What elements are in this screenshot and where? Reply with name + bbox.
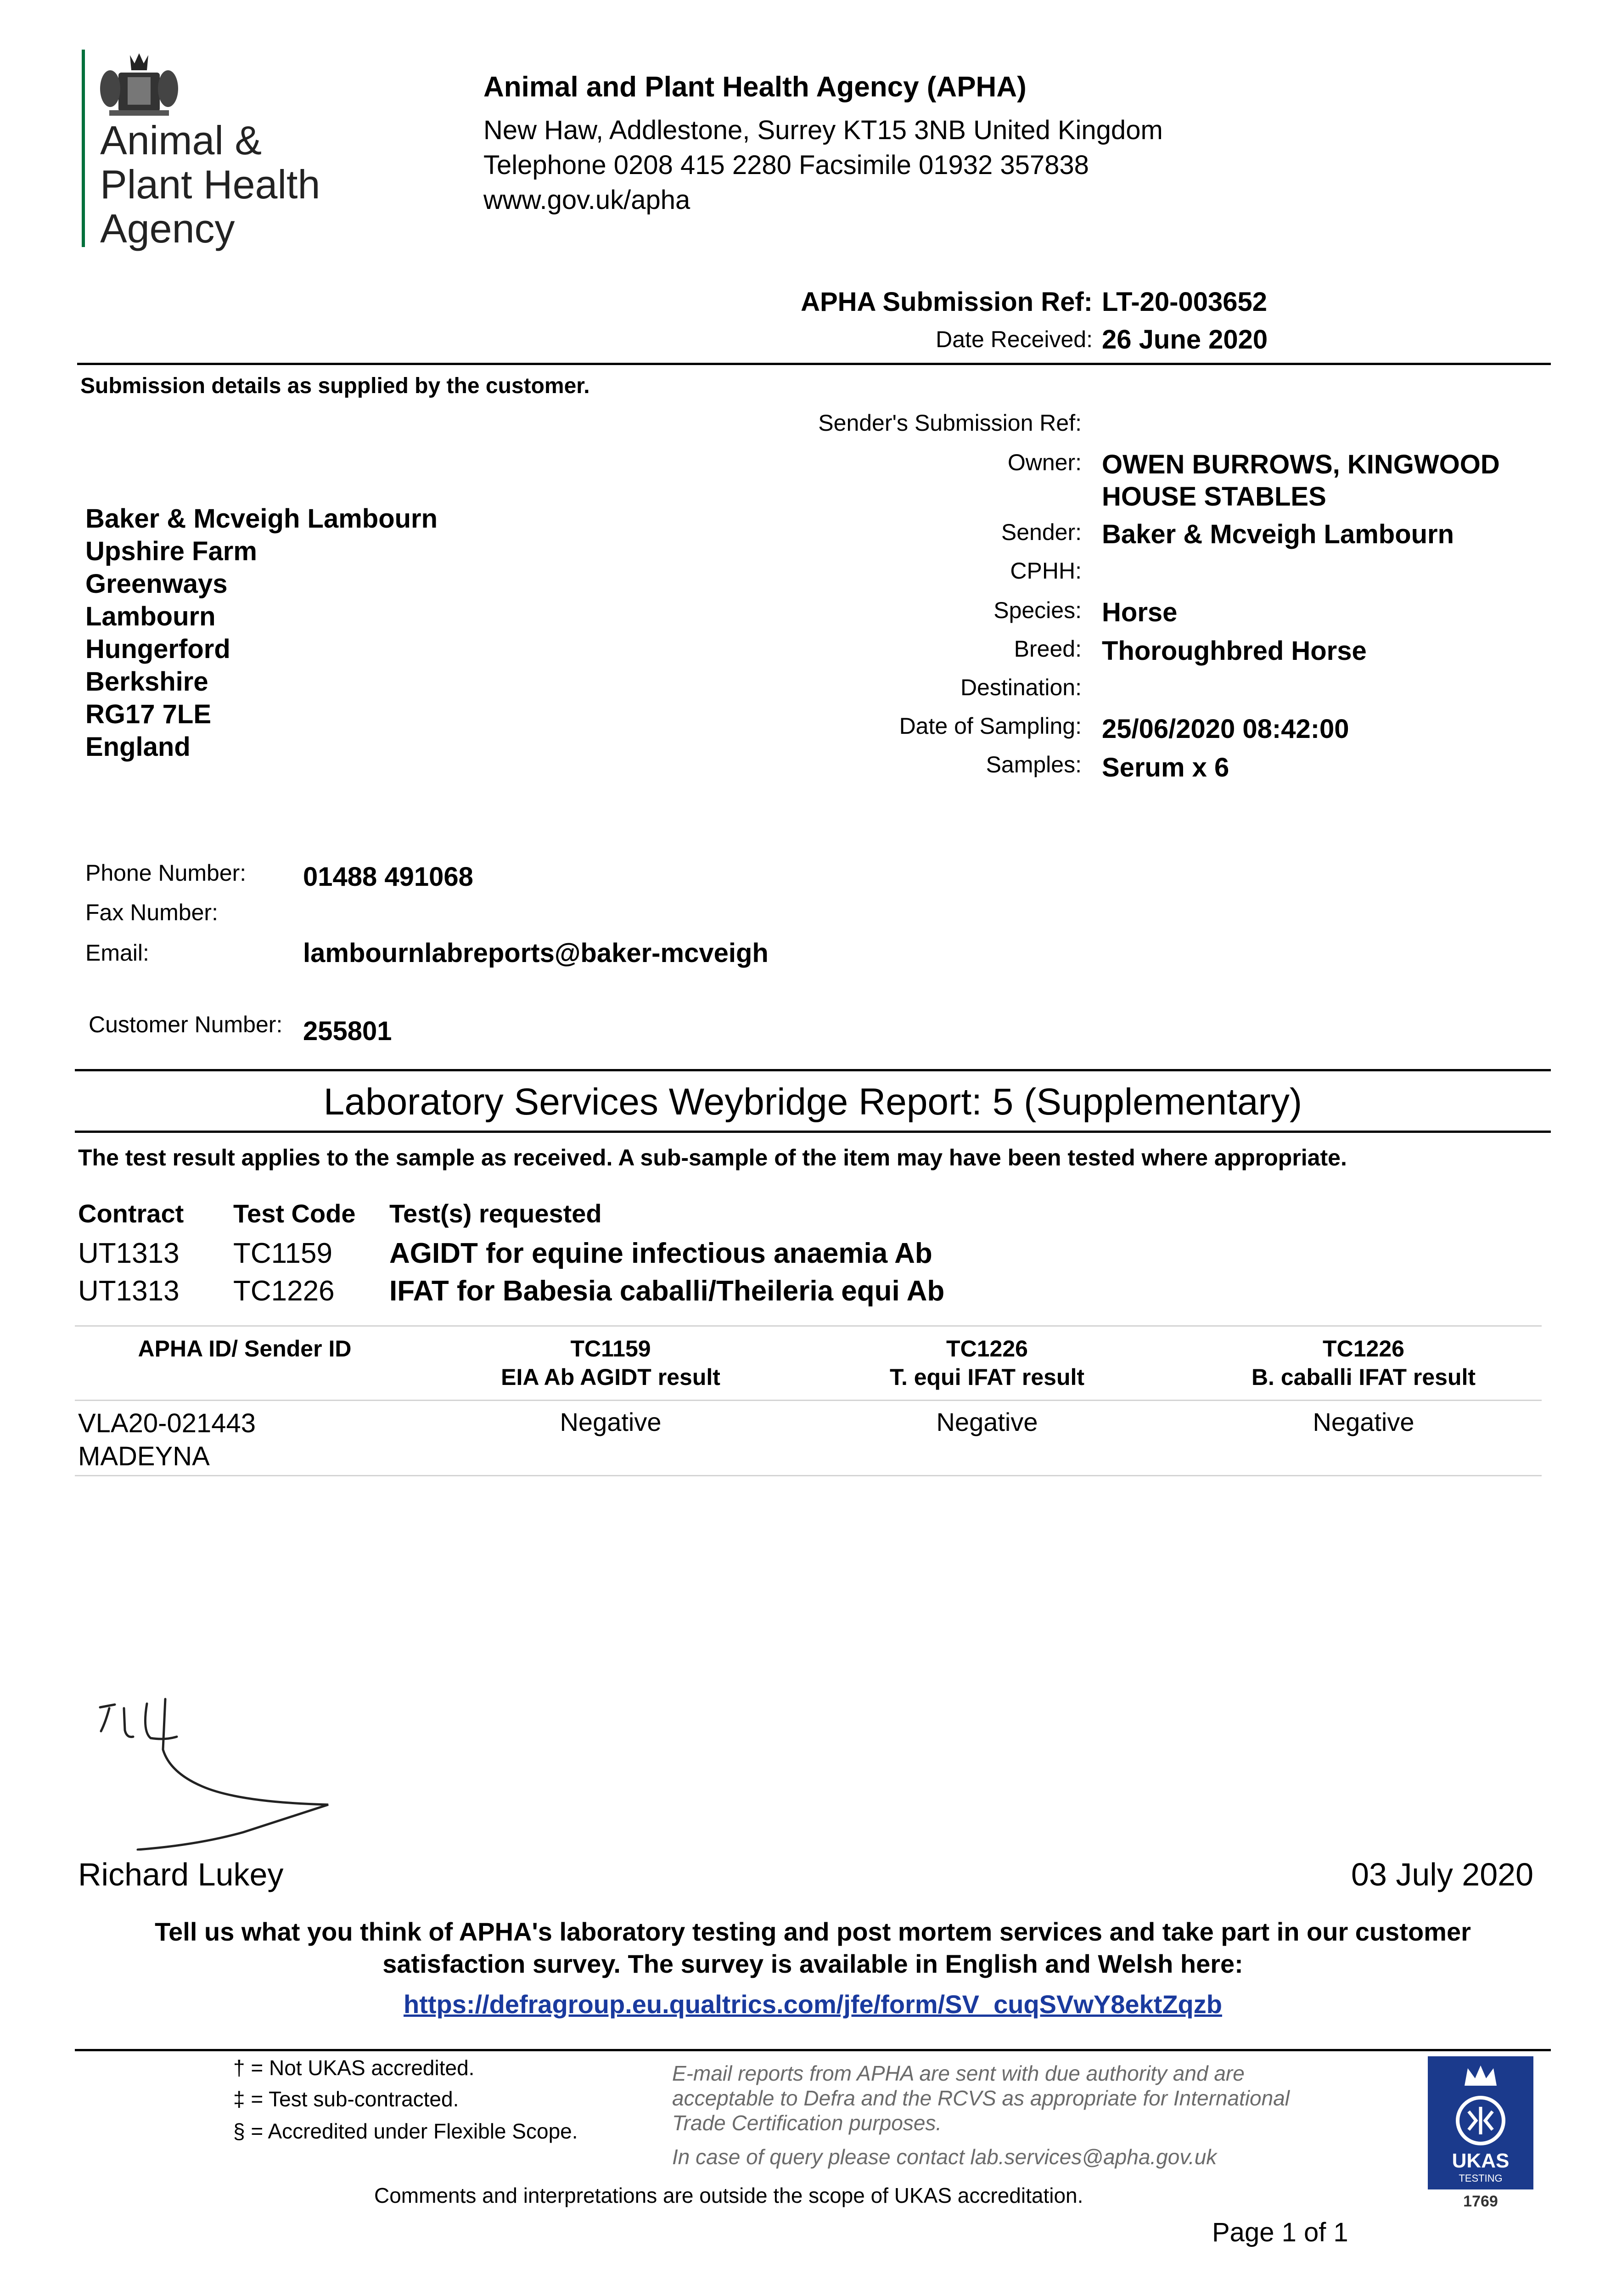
legend-sub-contracted: ‡ = Test sub-contracted. xyxy=(233,2087,459,2111)
divider xyxy=(75,2049,1551,2051)
divider xyxy=(75,1131,1551,1133)
legend-not-accredited: † = Not UKAS accredited. xyxy=(233,2056,475,2080)
col-tests-requested-header: Test(s) requested xyxy=(389,1199,602,1228)
apha-logo xyxy=(82,50,339,256)
address-line: Baker & Mcveigh Lambourn xyxy=(85,504,438,534)
address-line: Lambourn xyxy=(85,602,216,631)
result-b-caballi: Negative xyxy=(1313,1407,1414,1436)
address-line: England xyxy=(85,732,191,762)
report-title: Laboratory Services Weybridge Report: 5 (Supplementary) xyxy=(323,1081,1302,1123)
sampling-date-label: Date of Sampling: xyxy=(899,713,1082,739)
page-number: Page 1 of 1 xyxy=(1212,2217,1348,2247)
logo-text-line3: Agency xyxy=(100,206,235,251)
submission-ref-label: APHA Submission Ref: xyxy=(801,287,1093,317)
senders-ref-label: Sender's Submission Ref: xyxy=(818,410,1082,436)
email-disclaimer-line3: Trade Certification purposes. xyxy=(672,2111,942,2135)
report-note: The test result applies to the sample as received. A sub-sample of the item may have been tested where appropriate. xyxy=(78,1145,1347,1171)
table-rule xyxy=(75,1325,1542,1327)
owner-value-line1: OWEN BURROWS, KINGWOOD xyxy=(1102,450,1500,479)
sender-label: Sender: xyxy=(1001,519,1082,545)
address-line: RG17 7LE xyxy=(85,699,211,729)
agency-phones: Telephone 0208 415 2280 Facsimile 01932 357838 xyxy=(483,150,1089,180)
signature-image xyxy=(96,1694,335,1851)
fax-label: Fax Number: xyxy=(85,900,218,925)
test-contract: UT1313 xyxy=(78,1275,180,1307)
survey-link[interactable]: https://defragroup.eu.qualtrics.com/jfe/form/SV_cuqSVwY8ektZqzb xyxy=(404,1990,1222,2019)
signatory-name: Richard Lukey xyxy=(78,1857,284,1892)
breed-label: Breed: xyxy=(1014,636,1082,662)
samples-value: Serum x 6 xyxy=(1102,753,1229,782)
address-line: Berkshire xyxy=(85,667,208,697)
email-disclaimer-line2: acceptable to Defra and the RCVS as appropriate for International xyxy=(672,2086,1290,2110)
customer-number-label: Customer Number: xyxy=(89,1012,283,1037)
agency-address: New Haw, Addlestone, Surrey KT15 3NB United Kingdom xyxy=(483,115,1163,145)
ukas-logo xyxy=(1428,2056,1533,2212)
table-rule xyxy=(75,1475,1542,1476)
email-value[interactable]: lambournlabreports@baker-mcveigh xyxy=(303,938,769,968)
owner-label: Owner: xyxy=(1007,450,1082,475)
species-value: Horse xyxy=(1102,597,1178,627)
ukas-number: 1769 xyxy=(1463,2193,1498,2210)
results-col3-code: TC1226 xyxy=(946,1336,1028,1362)
ukas-scope-note: Comments and interpretations are outside the scope of UKAS accreditation. xyxy=(374,2183,1083,2207)
address-line: Greenways xyxy=(85,569,228,599)
result-eia: Negative xyxy=(560,1407,662,1436)
agency-name: Animal and Plant Health Agency (APHA) xyxy=(483,71,1027,103)
address-line: Upshire Farm xyxy=(85,536,257,566)
survey-text-line2: satisfaction survey. The survey is available in English and Welsh here: xyxy=(382,1949,1243,1978)
test-code: TC1159 xyxy=(233,1238,332,1269)
result-apha-id: VLA20-021443 xyxy=(78,1408,256,1438)
samples-label: Samples: xyxy=(986,752,1082,777)
phone-value: 01488 491068 xyxy=(303,862,473,892)
breed-value: Thoroughbred Horse xyxy=(1102,636,1367,666)
logo-text-line1: Animal & xyxy=(100,118,262,163)
divider xyxy=(77,363,1551,365)
sampling-date-value: 25/06/2020 08:42:00 xyxy=(1102,714,1349,744)
results-col4-name: B. caballi IFAT result xyxy=(1251,1364,1476,1390)
results-col-id: APHA ID/ Sender ID xyxy=(138,1336,352,1362)
results-col3-name: T. equi IFAT result xyxy=(889,1364,1085,1390)
sender-value: Baker & Mcveigh Lambourn xyxy=(1102,519,1454,549)
customer-address xyxy=(85,502,438,763)
divider xyxy=(75,1069,1551,1071)
result-t-equi: Negative xyxy=(936,1407,1038,1436)
test-name: AGIDT for equine infectious anaemia Ab xyxy=(389,1238,932,1269)
results-col4-code: TC1226 xyxy=(1323,1336,1404,1362)
cphh-label: CPHH: xyxy=(1010,558,1082,584)
destination-label: Destination: xyxy=(960,675,1082,700)
test-name: IFAT for Babesia caballi/Theileria equi Ab xyxy=(389,1275,945,1307)
submission-note: Submission details as supplied by the customer. xyxy=(80,374,590,398)
customer-number-value: 255801 xyxy=(303,1016,392,1046)
submission-ref-value: LT-20-003652 xyxy=(1102,287,1268,317)
logo-accent-bar xyxy=(82,50,85,247)
logo-text-line2: Plant Health xyxy=(100,162,320,207)
email-disclaimer-line1: E-mail reports from APHA are sent with due authority and are xyxy=(672,2061,1245,2085)
result-sender-id: MADEYNA xyxy=(78,1441,210,1471)
legend-flexible-scope: § = Accredited under Flexible Scope. xyxy=(233,2119,578,2143)
ukas-subtext: TESTING xyxy=(1459,2172,1503,2184)
signoff-date: 03 July 2020 xyxy=(1351,1857,1533,1892)
table-rule xyxy=(75,1400,1542,1401)
results-col2-name: EIA Ab AGIDT result xyxy=(501,1364,720,1390)
ukas-circle-icon xyxy=(1453,2093,1508,2148)
royal-crest-icon xyxy=(100,50,178,118)
ukas-text: UKAS xyxy=(1452,2150,1510,2172)
date-received-label: Date Received: xyxy=(936,326,1093,352)
agency-website[interactable]: www.gov.uk/apha xyxy=(483,185,690,215)
date-received-value: 26 June 2020 xyxy=(1102,325,1268,355)
email-label: Email: xyxy=(85,940,149,966)
col-contract-header: Contract xyxy=(78,1199,184,1228)
owner-value-line2: HOUSE STABLES xyxy=(1102,482,1326,512)
query-contact: In case of query please contact lab.services@apha.gov.uk xyxy=(672,2145,1217,2169)
results-col2-code: TC1159 xyxy=(570,1336,651,1362)
survey-text-line1: Tell us what you think of APHA's laboratory testing and post mortem services and take part in our customer xyxy=(155,1917,1471,1946)
col-test-code-header: Test Code xyxy=(233,1199,356,1228)
address-line: Hungerford xyxy=(85,634,230,664)
test-contract: UT1313 xyxy=(78,1238,180,1269)
phone-label: Phone Number: xyxy=(85,860,247,886)
crown-icon xyxy=(1462,2063,1499,2090)
test-code: TC1226 xyxy=(233,1275,335,1307)
species-label: Species: xyxy=(993,597,1082,623)
